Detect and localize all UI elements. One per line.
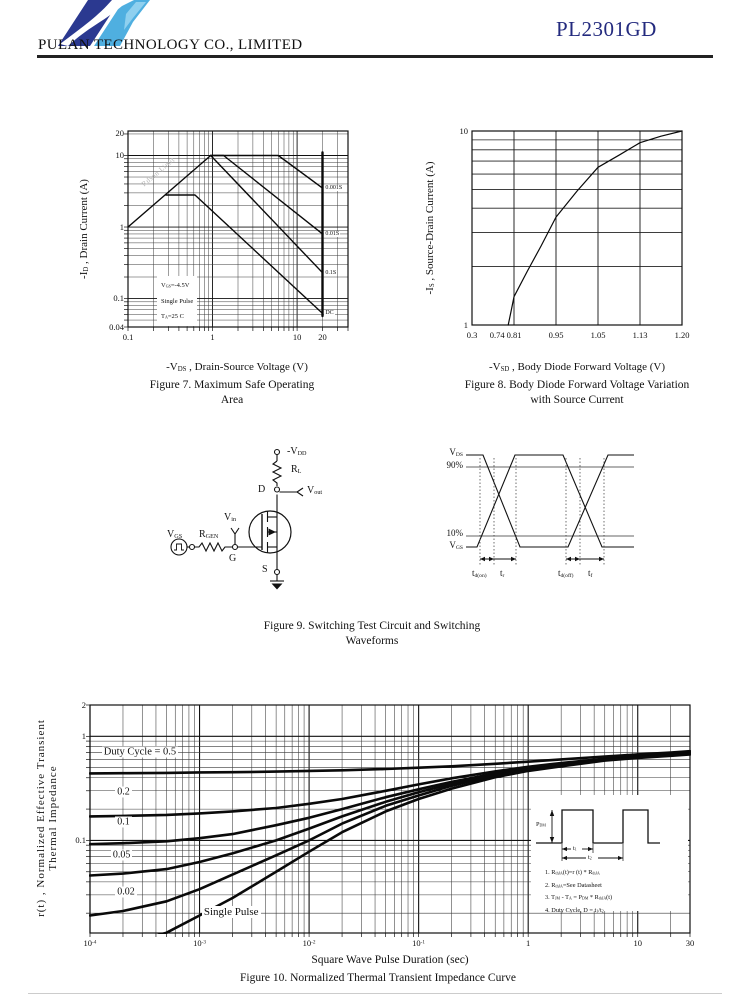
fig8-x-tick: 0.81 — [506, 330, 522, 340]
fig10-x-tick: 30 — [685, 938, 695, 948]
fig10-curve-label: Duty Cycle = 0.5 — [103, 746, 177, 758]
figure7-condition-pulse: Single Pulse — [161, 297, 194, 305]
t2-label: $t_2$ — [588, 854, 592, 861]
fig8-x-tick: 1.20 — [674, 330, 690, 340]
drain-label: D — [258, 484, 266, 495]
fig7-curve-label: 0.01S — [325, 230, 340, 237]
fig8-x-tick: 1.05 — [590, 330, 606, 340]
fig8-y-tick: 10 — [459, 125, 468, 136]
fig7-x-tick: 20 — [318, 332, 327, 342]
figure10-y-axis-label-line1: r(t) , Normalized Effective Transient — [35, 719, 47, 917]
thermal-inset-box — [531, 795, 688, 915]
fig7-x-tick: 0.1 — [122, 332, 134, 342]
fig10-x-tick: $10^{-3}$ — [193, 938, 206, 948]
fig7-x-tick: 1 — [210, 332, 215, 342]
fig10-x-tick: $10^{-4}$ — [83, 938, 97, 948]
thermal-notes — [545, 867, 612, 918]
figure8-y-axis-label: $-I_S$ , Source-Drain Current (A) — [423, 161, 437, 295]
pdm-label: $P_{DM}$ — [536, 821, 546, 828]
fig10-curve-label: 0.2 — [117, 786, 130, 798]
figure9-caption-line1: Figure 9. Switching Test Circuit and Switching — [263, 620, 481, 632]
t1-label: $t_1$ — [573, 845, 577, 852]
fig10-curve-label: 0.05 — [112, 849, 131, 861]
fig10-x-tick: $10^{-1}$ — [412, 938, 426, 948]
figure8-caption-line2: with Source Current — [530, 394, 624, 406]
tr-label: $t_r$ — [500, 568, 505, 579]
figure7-caption-line2: Area — [220, 394, 244, 406]
figure7-y-axis-label: $-I_D$ , Drain Current (A) — [77, 179, 91, 279]
fig10-y-tick: 0.1 — [75, 834, 86, 845]
fig8-x-tick: 1.13 — [632, 330, 648, 340]
figure7-condition-ta: $T_A=25$ C — [161, 312, 185, 320]
fig10-y-tick: 1 — [81, 730, 86, 741]
fig7-y-tick: 1 — [119, 221, 124, 232]
figure7-caption-line1: Figure 7. Maximum Safe Operating — [149, 379, 315, 391]
vout-label: $V_{out}$ — [307, 485, 323, 497]
figure7-x-axis-label: $-V_{DS}$ , Drain-Source Voltage (V) — [166, 361, 308, 374]
footer-rule — [28, 993, 722, 994]
figure10-y-axis-label — [35, 719, 59, 917]
vgs-label: $V_{GS}$ — [167, 529, 183, 541]
fig10-y-tick: 2 — [81, 699, 86, 710]
td-off-label: $t_{d(off)}$ — [558, 568, 574, 579]
label-90-percent: 90% — [446, 460, 463, 470]
part-number: PL2301GD — [556, 17, 657, 41]
fig10-x-tick: 10 — [633, 938, 642, 948]
figure8-caption-line1: Figure 8. Body Diode Forward Voltage Variation — [464, 379, 690, 391]
fig7-x-tick: 10 — [292, 332, 302, 342]
tf-label: $t_f$ — [588, 568, 593, 579]
vds-wave-label: $V_{DS}$ — [449, 447, 463, 458]
pulse-train-diagram — [531, 795, 688, 865]
fig7-curve-label: 0.001S — [325, 185, 343, 192]
vin-label: $V_{in}$ — [224, 512, 237, 524]
fig7-y-tick: 10 — [115, 149, 124, 160]
fig8-y-tick: 1 — [463, 319, 468, 330]
figure8-x-axis-label: $-V_{SD}$ , Body Diode Forward Voltage (V) — [488, 361, 666, 374]
rgen-label: $R_{GEN}$ — [199, 529, 219, 541]
fig8-x-tick: 0.3 — [466, 330, 478, 340]
figure7-rdson-limit-label: Rdson Limit — [140, 155, 177, 189]
fig10-curve-label: 0.02 — [117, 886, 135, 898]
company-name: PULAN TECHNOLOGY CO., LIMITED — [38, 37, 303, 53]
figure10-y-axis-label-line2: Thermal Impedance — [47, 765, 59, 871]
fig8-x-tick: 0.95 — [548, 330, 564, 340]
fig7-curve-label: DC — [325, 310, 334, 317]
label-10-percent: 10% — [446, 528, 463, 538]
figure10-x-axis-label: Square Wave Pulse Duration (sec) — [311, 954, 469, 966]
fig8-x-tick: 0.74 — [489, 330, 505, 340]
fig7-curve-label: 0.1S — [325, 269, 337, 276]
figure10-caption: Figure 10. Normalized Thermal Transient Impedance Curve — [239, 972, 517, 984]
thermal-note: 2. $R_{thJA}=See$ Datasheet — [545, 881, 602, 889]
figure7-condition-vgs: $V_{GS}=-4.5V$ — [161, 282, 190, 289]
figure9-caption-line2: Waveforms — [345, 635, 399, 647]
fig7-y-tick: 0.04 — [109, 321, 124, 332]
td-on-label: $t_{d(on)}$ — [472, 568, 487, 579]
fig10-curve-label: 0.1 — [117, 816, 130, 828]
source-label: S — [262, 564, 268, 575]
fig10-x-tick: 1 — [526, 938, 531, 948]
gate-label: G — [229, 553, 237, 564]
fig10-curve-label: Single Pulse — [203, 906, 259, 919]
vdd-label: $-V_{DD}$ — [287, 446, 307, 458]
fig7-y-tick: 0.1 — [113, 293, 124, 304]
thermal-note: 1. $R_{thJA}(t)=r$ $(t) * R_{thJA}$ — [545, 869, 600, 876]
vgs-wave-label: $V_{GS}$ — [449, 540, 463, 551]
fig7-y-tick: 20 — [115, 128, 124, 139]
fig10-x-tick: $10^{-2}$ — [302, 938, 316, 948]
rl-label: $R_L$ — [291, 464, 302, 476]
thermal-note: 4. Duty Cycle, $D = t_1/t_2$ — [545, 907, 604, 915]
thermal-note: 3. $T_{JM} - T_A = P_{DM} * R_{thJA}(t)$ — [545, 894, 613, 902]
